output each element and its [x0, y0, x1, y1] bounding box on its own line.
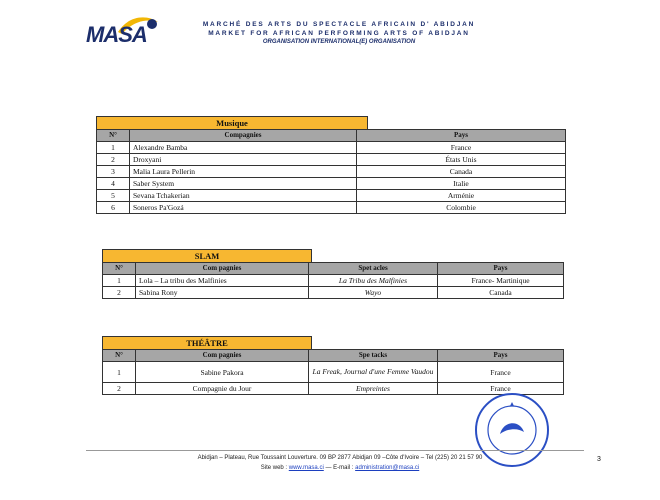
col-companies: Com pagnies [136, 350, 309, 362]
footer-address: Abidjan – Plateau, Rue Toussaint Louverture. 09 BP 2877 Abidjan 09 –Côte d'Ivoire – Tel (225) 20 21 57 90 [197, 455, 483, 461]
web-label: Site web : [260, 465, 288, 471]
row-company: Sabina Rony [136, 287, 309, 299]
row-company: Soneros Pa'Gozá [130, 202, 357, 214]
row-show: Empreintes [309, 383, 438, 395]
row-country: France [438, 362, 564, 383]
row-country: États Unis [357, 154, 566, 166]
row-country: Canada [438, 287, 564, 299]
col-number: N° [103, 263, 136, 275]
row-show: La Tribu des Malfinies [309, 275, 438, 287]
header-line-en: MARKET FOR AFRICAN PERFORMING ARTS OF ABIDJAN [208, 30, 470, 37]
row-number: 1 [97, 142, 130, 154]
table-header-row [97, 130, 566, 142]
header-line-org: ORGANISATION INTERNATIONAL(E) ORGANISATION [262, 39, 416, 45]
footer [120, 453, 560, 473]
footer-divider [86, 450, 584, 451]
col-companies: Com pagnies [136, 263, 309, 275]
col-number: N° [97, 130, 130, 142]
col-companies: Compagnies [130, 130, 357, 142]
row-company: Alexandre Bamba [130, 142, 357, 154]
masa-logo [86, 14, 160, 60]
col-number: N° [103, 350, 136, 362]
row-country: Arménie [357, 190, 566, 202]
table-row [97, 202, 566, 214]
row-number: 3 [97, 166, 130, 178]
website-link[interactable]: www.masa.ci [288, 465, 324, 471]
email-label: — E-mail : [325, 465, 354, 471]
row-number: 6 [97, 202, 130, 214]
row-company: Lola – La tribu des Malfinies [136, 275, 309, 287]
slam-title: SLAM [102, 249, 312, 263]
row-country: Colombie [357, 202, 566, 214]
row-number: 2 [97, 154, 130, 166]
row-country: Italie [357, 178, 566, 190]
row-company: Droxyani [130, 154, 357, 166]
row-country: Canada [357, 166, 566, 178]
row-number: 2 [103, 383, 136, 395]
col-country: Pays [438, 350, 564, 362]
table-row [97, 142, 566, 154]
row-country: France [438, 383, 564, 395]
theatre-title: THÉÂTRE [102, 336, 312, 350]
row-number: 1 [103, 275, 136, 287]
table-header-row [103, 263, 564, 275]
table-row [103, 362, 564, 383]
musique-title: Musique [96, 116, 368, 130]
row-show: La Freak, Journal d'une Femme Vaudou [309, 362, 438, 383]
table-row [97, 178, 566, 190]
row-company: Compagnie du Jour [136, 383, 309, 395]
row-show: Wayo [309, 287, 438, 299]
email-link[interactable]: administration@masa.ci [355, 465, 420, 471]
col-shows: Spet acles [309, 263, 438, 275]
table-row [103, 275, 564, 287]
footer-contact [120, 463, 560, 473]
col-country: Pays [357, 130, 566, 142]
table-row [97, 190, 566, 202]
logo-text: MASA [86, 22, 147, 47]
row-country: France [357, 142, 566, 154]
table-row [97, 166, 566, 178]
row-country: France- Martinique [438, 275, 564, 287]
row-company: Sevana Tchakerian [130, 190, 357, 202]
page-number: 3 [597, 456, 601, 463]
theatre-table [102, 349, 564, 395]
row-company: Sabine Pakora [136, 362, 309, 383]
col-country: Pays [438, 263, 564, 275]
letterhead [174, 20, 504, 47]
slam-table [102, 262, 564, 299]
row-number: 4 [97, 178, 130, 190]
row-company: Saber System [130, 178, 357, 190]
row-number: 5 [97, 190, 130, 202]
table-row [103, 287, 564, 299]
musique-table [96, 129, 566, 214]
row-number: 1 [103, 362, 136, 383]
table-header-row [103, 350, 564, 362]
row-company: Malia Laura Pellerin [130, 166, 357, 178]
header-line-fr: MARCHÉ DES ARTS DU SPECTACLE AFRICAIN D' ABIDJAN [202, 21, 476, 28]
table-row [97, 154, 566, 166]
row-number: 2 [103, 287, 136, 299]
col-shows: Spe tacks [309, 350, 438, 362]
